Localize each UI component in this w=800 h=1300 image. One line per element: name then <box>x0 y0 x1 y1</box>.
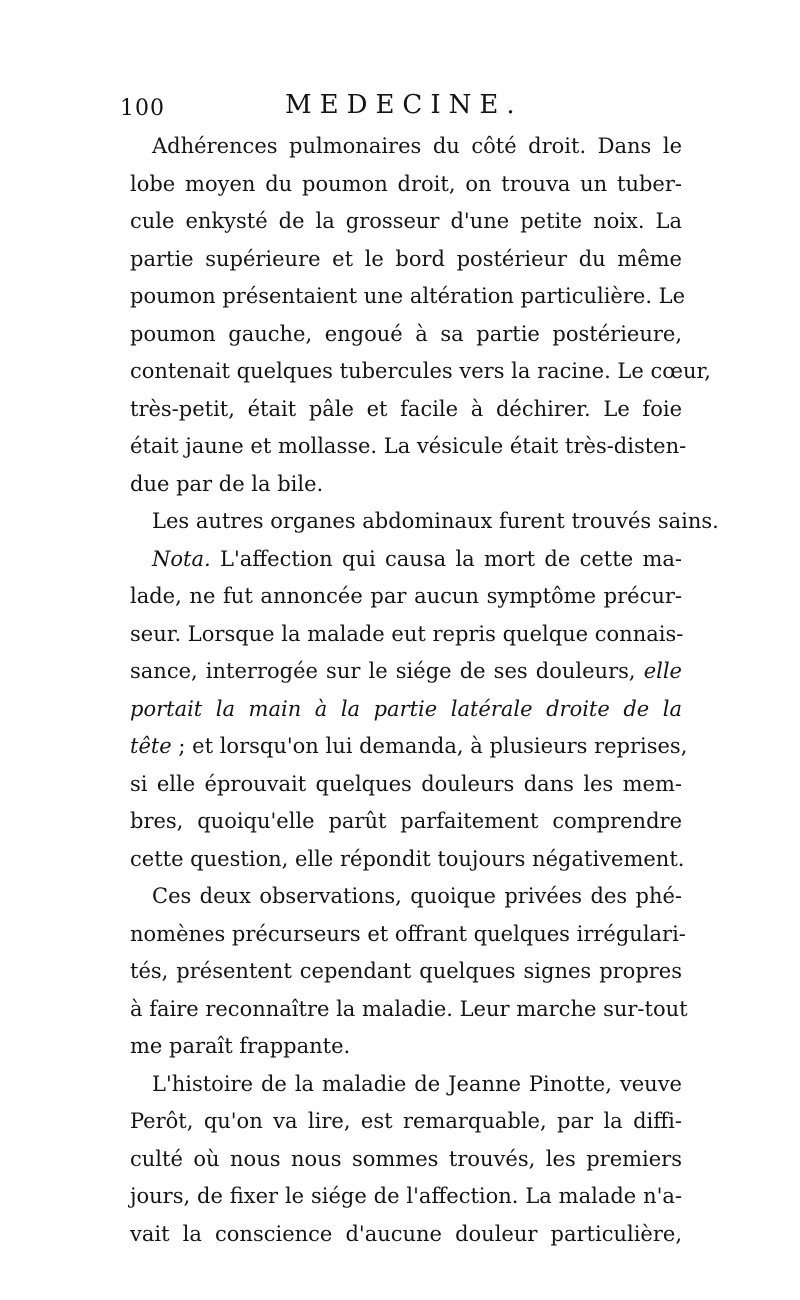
text-line: tés, présentent cependant quelques signes propres <box>130 959 682 983</box>
text-line: Les autres organes abdominaux furent trouvés sains. <box>152 509 719 533</box>
text-line: due par de la bile. <box>130 471 324 496</box>
text-line <box>130 653 682 691</box>
text-line: poumon gauche, engoué à sa partie postérieure, <box>130 321 682 346</box>
text-line: lade, ne fut annoncée par aucun symptôme précur- <box>130 584 682 608</box>
text-line: Ces deux observations, quoique privées des phé- <box>152 884 682 908</box>
text-line: Adhérences pulmonaires du côté droit. Dans le <box>152 134 682 158</box>
text-line <box>130 728 688 766</box>
text-line: à faire reconnaître la maladie. Leur marche sur-tout <box>130 996 688 1021</box>
text-line: poumon présentaient une altération particulière. Le <box>130 284 686 308</box>
italic-segment: elle <box>643 659 682 683</box>
text-line: jours, de fixer le siége de l'affection. La malade n'a- <box>130 1184 682 1208</box>
page-number: 100 <box>120 96 165 121</box>
text-line: me paraît frappante. <box>130 1034 351 1058</box>
text-line: bres, quoiqu'elle parût parfaitement comprendre <box>130 809 682 833</box>
italic-line: portait la main à la partie latérale droite de la <box>130 696 682 721</box>
body-text <box>130 128 719 1253</box>
text-segment: sance, interrogée sur le siége de ses douleurs, <box>130 659 636 683</box>
text-line: était jaune et mollasse. La vésicule était très-disten- <box>130 434 687 458</box>
text-line: cule enkysté de la grosseur d'une petite noix. La <box>130 209 682 233</box>
text-line: culté où nous nous sommes trouvés, les premiers <box>130 1146 682 1171</box>
text-line: L'histoire de la maladie de Jeanne Pinotte, veuve <box>152 1071 682 1096</box>
text-line: nomènes précurseurs et offrant quelques irrégulari- <box>130 921 686 946</box>
nota-label: Nota. <box>152 546 211 571</box>
text-line: seur. Lorsque la malade eut repris quelque connais- <box>130 621 684 646</box>
text-line: lobe moyen du poumon droit, on trouva un tuber- <box>130 171 682 196</box>
text-line: contenait quelques tubercules vers la racine. Le cœur, <box>130 359 711 383</box>
text-line: cette question, elle répondit toujours négativement. <box>130 846 685 871</box>
nota-line <box>130 541 682 579</box>
text-segment: ; et lorsqu'on lui demanda, à plusieurs reprises, <box>178 734 688 758</box>
running-title: MEDECINE. <box>285 90 523 120</box>
text-line: partie supérieure et le bord postérieur du même <box>130 246 682 271</box>
text-line: Perôt, qu'on va lire, est remarquable, par la diffi- <box>130 1109 682 1133</box>
text-line: très-petit, était pâle et facile à déchirer. Le foie <box>130 396 682 421</box>
italic-segment: tête <box>130 734 172 758</box>
nota-text: L'affection qui causa la mort de cette ma- <box>220 546 682 571</box>
text-line: vait la conscience d'aucune douleur particulière, <box>130 1221 682 1246</box>
text-line: si elle éprouvait quelques douleurs dans les mem- <box>130 771 682 796</box>
